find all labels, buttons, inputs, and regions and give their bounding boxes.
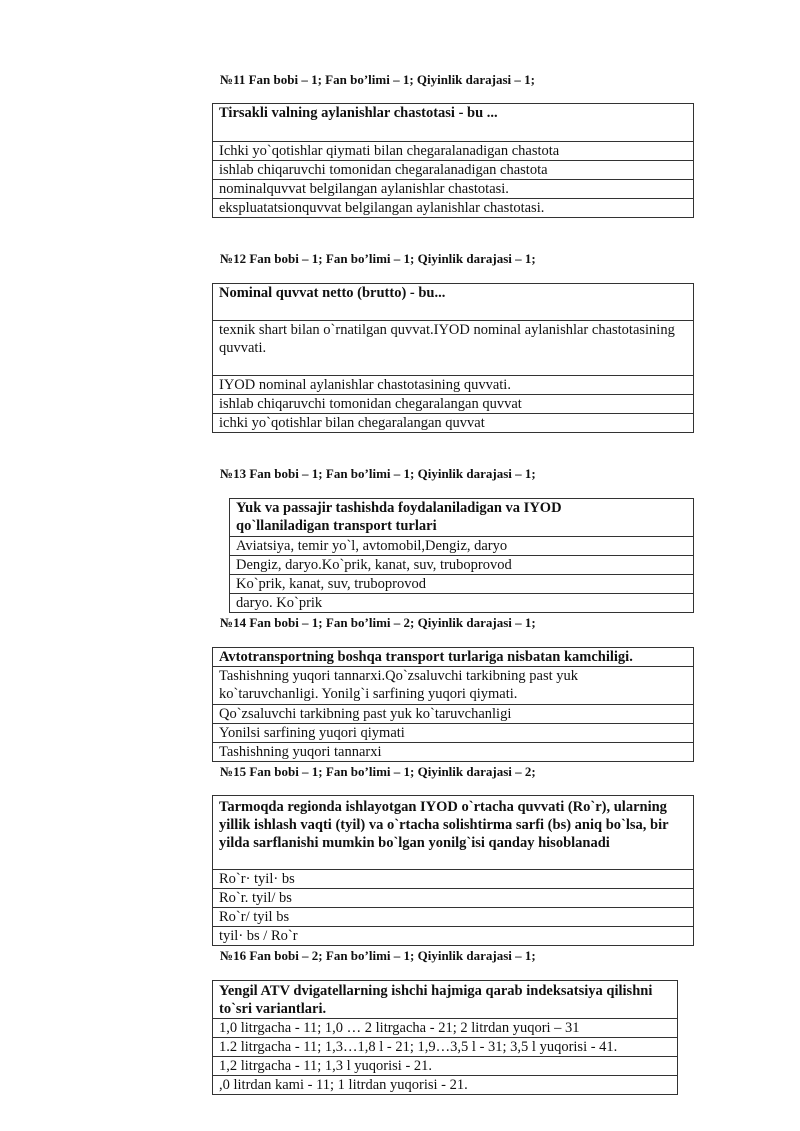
question-text: Yuk va passajir tashishda foydalaniladigan va IYOD qo`llaniladigan transport turlari [230,499,694,537]
answer-option: ekspluatatsionquvvat belgilangan aylanishlar chastotasi. [213,199,694,218]
question-heading: №13 Fan bobi – 1; Fan bo’limi – 1; Qiyinlik darajasi – 1; [220,466,536,481]
question-text: Avtotransportning boshqa transport turlariga nisbatan kamchiligi. [213,648,694,667]
question-heading: №14 Fan bobi – 1; Fan bo’limi – 2; Qiyinlik darajasi – 1; [220,615,536,630]
answer-option: Tashishning yuqori tannarxi.Qo`zsaluvchi tarkibning past yuk ko`taruvchanligi. Yonilg`i sarfining yuqori qiymati. [213,667,694,705]
answer-option: 1,0 litrgacha - 11; 1,0 … 2 litrgacha - 21; 2 litrdan yuqori – 31 [213,1019,678,1038]
question-table [212,795,694,946]
answer-option: Ro`r· tyil· bs [213,870,694,889]
question-table [212,980,678,1095]
answer-option: daryo. Ko`prik [230,594,694,613]
question-text: Nominal quvvat netto (brutto) - bu... [213,284,694,321]
question-text: Tarmoqda regionda ishlayotgan IYOD o`rtacha quvvati (Ro`r), ularning yillik ishlash vaqti (tyil) va o`rtacha solishtirma sarfi (bs) aniq bo`lsa, bir yilda sarflanishi mumkin bo`lgan yonilg`isi qanday hisoblanadi [213,796,694,870]
answer-option: IYOD nominal aylanishlar chastotasining quvvati. [213,376,694,395]
answer-option: ,0 litrdan kami - 11; 1 litrdan yuqorisi - 21. [213,1076,678,1095]
question-heading: №16 Fan bobi – 2; Fan bo’limi – 1; Qiyinlik darajasi – 1; [220,948,536,963]
answer-option: ishlab chiqaruvchi tomonidan chegaralangan quvvat [213,395,694,414]
answer-option: Qo`zsaluvchi tarkibning past yuk ko`taruvchanligi [213,705,694,724]
question-text: Yengil ATV dvigatellarning ishchi hajmiga qarab indeksatsiya qilishni to`sri variantlari. [213,981,678,1019]
answer-option: Ro`r. tyil/ bs [213,889,694,908]
answer-option: Ko`prik, kanat, suv, truboprovod [230,575,694,594]
question-text: Tirsakli valning aylanishlar chastotasi - bu ... [213,104,694,142]
question-heading: №11 Fan bobi – 1; Fan bo’limi – 1; Qiyinlik darajasi – 1; [220,72,535,87]
answer-option: 1.2 litrgacha - 11; 1,3…1,8 l - 21; 1,9…3,5 l - 31; 3,5 l yuqorisi - 41. [213,1038,678,1057]
question-heading: №12 Fan bobi – 1; Fan bo’limi – 1; Qiyinlik darajasi – 1; [220,251,536,266]
answer-option: tyil· bs / Ro`r [213,927,694,946]
answer-option: Ichki yo`qotishlar qiymati bilan chegaralanadigan chastota [213,142,694,161]
answer-option: nominalquvvat belgilangan aylanishlar chastotasi. [213,180,694,199]
answer-option: texnik shart bilan o`rnatilgan quvvat.IYOD nominal aylanishlar chastotasining quvvati. [213,321,694,376]
answer-option: Yonilsi sarfining yuqori qiymati [213,724,694,743]
answer-option: ichki yo`qotishlar bilan chegaralangan quvvat [213,414,694,433]
answer-option: ishlab chiqaruvchi tomonidan chegaralanadigan chastota [213,161,694,180]
question-table [229,498,694,613]
question-table [212,647,694,762]
answer-option: Dengiz, daryo.Ko`prik, kanat, suv, truboprovod [230,556,694,575]
question-table [212,283,694,433]
question-heading: №15 Fan bobi – 1; Fan bo’limi – 1; Qiyinlik darajasi – 2; [220,764,536,779]
answer-option: 1,2 litrgacha - 11; 1,3 l yuqorisi - 21. [213,1057,678,1076]
answer-option: Ro`r/ tyil bs [213,908,694,927]
question-table [212,103,694,218]
answer-option: Tashishning yuqori tannarxi [213,743,694,762]
answer-option: Aviatsiya, temir yo`l, avtomobil,Dengiz, daryo [230,537,694,556]
